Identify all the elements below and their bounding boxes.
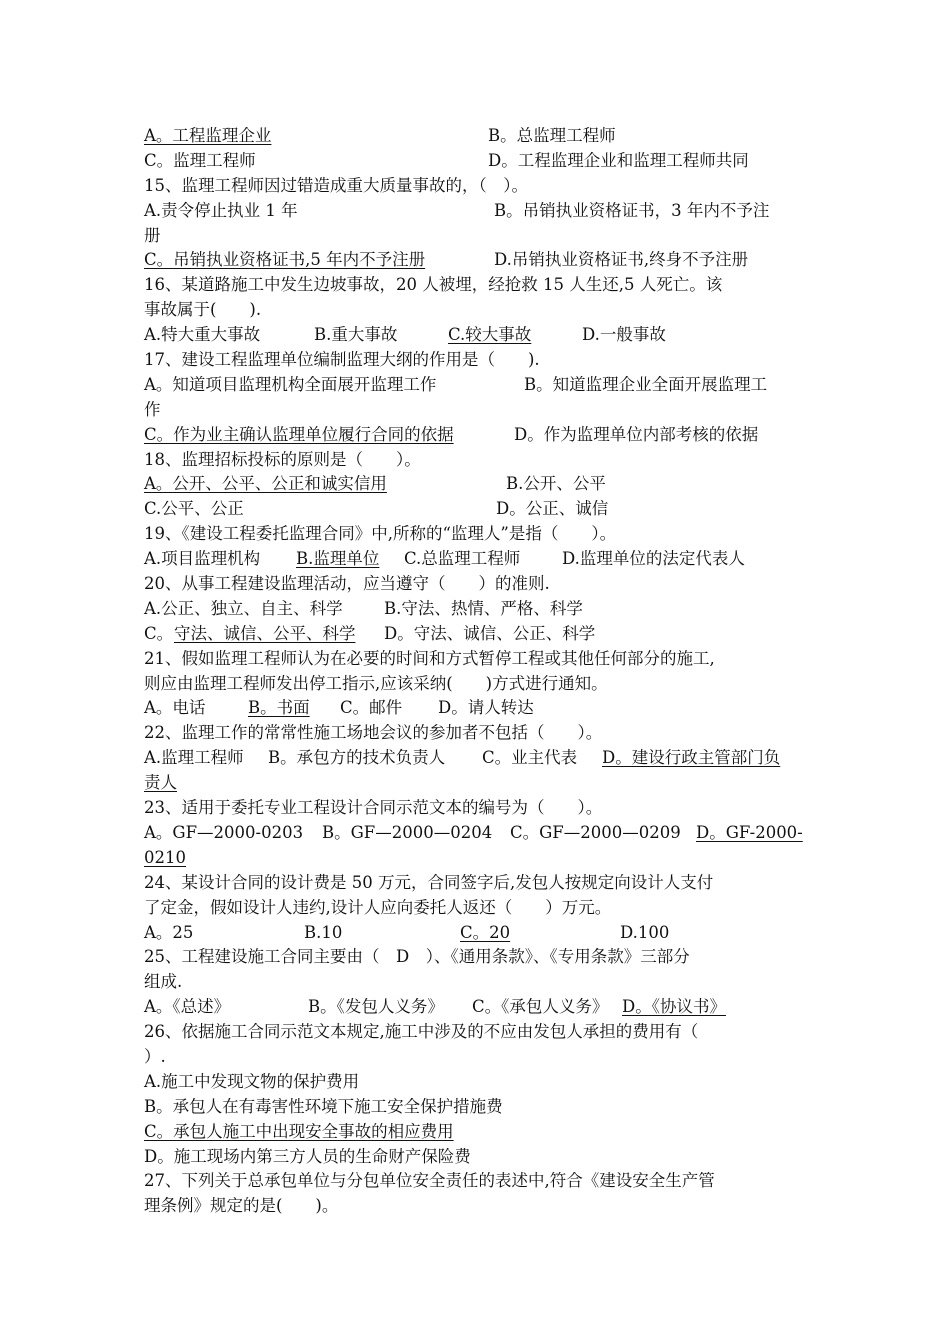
q19-option-d: D.监理单位的法定代表人 bbox=[562, 549, 745, 569]
q22-option-d-cont-line bbox=[144, 771, 814, 796]
q21-option-c: C。邮件 bbox=[340, 698, 403, 718]
q22-option-d: D。建设行政主管部门负 bbox=[602, 748, 781, 768]
q24-option-b: B.10 bbox=[304, 922, 343, 942]
q14-option-a: A。工程监理企业 bbox=[144, 126, 272, 145]
q26-option-d: D。施工现场内第三方人员的生命财产保险费 bbox=[144, 1146, 471, 1166]
q16-option-a: A.特大重大事故 bbox=[144, 325, 261, 345]
q17-question: 17、建设工程监理单位编制监理大纲的作用是（ ). bbox=[144, 350, 540, 370]
q19-option-b: B.监理单位 bbox=[296, 549, 380, 569]
q25-option-a: A。《总述》 bbox=[144, 997, 231, 1017]
q20-option-b: B.守法、热情、严格、科学 bbox=[384, 598, 583, 618]
q27-question: 27、下列关于总承包单位与分包单位安全责任的表述中,符合《建设安全生产管 bbox=[144, 1171, 715, 1191]
q21-options bbox=[144, 696, 814, 721]
q23-option-d-cont: 0210 bbox=[144, 847, 186, 867]
q14-option-c: C。监理工程师 bbox=[144, 150, 256, 170]
q20-option-a: A.公正、独立、自主、科学 bbox=[144, 598, 343, 618]
q26-option-c-line bbox=[144, 1120, 814, 1145]
q20-question: 20、从事工程建设监理活动，应当遵守（ ）的准则. bbox=[144, 574, 550, 594]
q17-option-a: A。知道项目监理机构全面展开监理工作 bbox=[144, 374, 437, 394]
q23-option-d-cont-line bbox=[144, 846, 814, 871]
q16-option-c: C.较大事故 bbox=[448, 325, 532, 345]
q26-question: 26、依据施工合同示范文本规定,施工中涉及的不应由发包人承担的费用有（ bbox=[144, 1022, 699, 1042]
q25-question: 25、工程建设施工合同主要由（ D ）、《通用条款》、《专用条款》三部分 bbox=[144, 947, 690, 967]
q15-option-c: C。吊销执业资格证书,5 年内不予注册 bbox=[144, 250, 426, 270]
q19-question: 19、《建设工程委托监理合同》中,所称的“监理人”是指（ ）。 bbox=[144, 524, 617, 544]
q25-options bbox=[144, 995, 814, 1020]
q18-option-b: B.公开、公平 bbox=[506, 474, 606, 494]
q27-question-cont: 理条例》规定的是( )。 bbox=[144, 1196, 339, 1216]
q16-question: 16、某道路施工中发生边坡事故，20 人被埋，经抢救 15 人生还,5 人死亡。该 bbox=[144, 275, 723, 295]
q26-question-cont: ）. bbox=[144, 1046, 166, 1066]
q16-question-cont: 事故属于( ). bbox=[144, 300, 262, 320]
q26-option-a: A.施工中发现文物的保护费用 bbox=[144, 1071, 360, 1091]
q15-option-b-cont: 册 bbox=[144, 225, 161, 245]
q24-option-a: A。25 bbox=[144, 922, 194, 942]
q24-options bbox=[144, 921, 814, 946]
q18-option-c: C.公平、公正 bbox=[144, 499, 244, 519]
q21-option-d: D。请人转达 bbox=[438, 698, 534, 718]
q25-question-cont: 组成. bbox=[144, 972, 183, 992]
q22-option-b: B。承包方的技术负责人 bbox=[268, 748, 446, 768]
q14-options-cd bbox=[144, 149, 814, 174]
q22-question: 22、监理工作的常常性施工场地会议的参加者不包括（ ）。 bbox=[144, 723, 603, 743]
q16-option-b: B.重大事故 bbox=[314, 325, 398, 345]
q21-option-a: A。电话 bbox=[144, 698, 206, 718]
q15-option-a: A.责令停止执业 1 年 bbox=[144, 200, 298, 220]
q18-question: 18、监理招标投标的原则是（ ）。 bbox=[144, 449, 421, 469]
q17-option-d: D。作为监理单位内部考核的依据 bbox=[514, 424, 759, 444]
q15-options-cd bbox=[144, 248, 814, 273]
q20-option-c-label: C。 bbox=[144, 623, 174, 643]
q22-option-c: C。业主代表 bbox=[482, 748, 578, 768]
q18-options-ab bbox=[144, 472, 814, 497]
q20-options-ab bbox=[144, 597, 814, 622]
q17-options-ab bbox=[144, 373, 814, 398]
q19-options bbox=[144, 547, 814, 572]
q15-option-b: B。吊销执业资格证书，3 年内不予注 bbox=[494, 200, 770, 220]
q22-option-a: A.监理工程师 bbox=[144, 748, 244, 768]
q16-option-d: D.一般事故 bbox=[582, 325, 666, 345]
q23-option-c: C。GF—2000—0209 bbox=[510, 822, 681, 842]
q24-option-d: D.100 bbox=[620, 922, 670, 942]
q15-options-ab bbox=[144, 199, 814, 224]
q22-options bbox=[144, 746, 814, 771]
q17-option-b: B。知道监理企业全面开展监理工 bbox=[524, 374, 768, 394]
q25-option-c: C。《承包人义务》 bbox=[472, 997, 609, 1017]
q17-option-b-cont: 作 bbox=[144, 399, 161, 419]
q20-options-cd bbox=[144, 622, 814, 647]
q26-option-c: C。承包人施工中出现安全事故的相应费用 bbox=[144, 1121, 454, 1141]
q20-option-c: 守法、诚信、公平、科学 bbox=[174, 623, 356, 643]
q17-options-cd bbox=[144, 423, 814, 448]
q14-option-b: B。总监理工程师 bbox=[488, 126, 616, 145]
q15-option-d: D.吊销执业资格证书,终身不予注册 bbox=[494, 250, 749, 270]
q25-option-b: B。《发包人义务》 bbox=[308, 997, 444, 1017]
q19-option-c: C.总监理工程师 bbox=[404, 549, 521, 569]
q23-option-b: B。GF—2000—0204 bbox=[322, 822, 493, 842]
q24-question: 24、某设计合同的设计费是 50 万元，合同签字后,发包人按规定向设计人支付 bbox=[144, 872, 714, 892]
q18-option-a: A。公开、公平、公正和诚实信用 bbox=[144, 474, 387, 494]
q23-option-d: D。GF-2000- bbox=[696, 822, 803, 842]
q25-option-d: D。《协议书》 bbox=[622, 997, 726, 1017]
q18-options-cd bbox=[144, 497, 814, 522]
q15-question: 15、监理工程师因过错造成重大质量事故的，（ ）。 bbox=[144, 175, 528, 195]
q20-option-d: D。守法、诚信、公正、科学 bbox=[384, 623, 596, 643]
q17-option-c: C。作为业主确认监理单位履行合同的依据 bbox=[144, 424, 454, 444]
q19-option-a: A.项目监理机构 bbox=[144, 549, 261, 569]
document-page bbox=[144, 124, 814, 1219]
q21-question: 21、假如监理工程师认为在必要的时间和方式暂停工程或其他任何部分的施工, bbox=[144, 648, 715, 668]
q18-option-d: D。公正、诚信 bbox=[496, 499, 609, 519]
q26-option-b: B。承包人在有毒害性环境下施工安全保护措施费 bbox=[144, 1096, 503, 1116]
q23-question: 23、适用于委托专业工程设计合同示范文本的编号为（ ）。 bbox=[144, 798, 603, 818]
q22-option-d-cont: 责人 bbox=[144, 773, 177, 793]
q23-options bbox=[144, 821, 814, 846]
q23-option-a: A。GF—2000-0203 bbox=[144, 822, 304, 842]
q21-option-b: B。书面 bbox=[248, 698, 310, 718]
q14-options-ab bbox=[144, 124, 814, 149]
q14-option-d: D。工程监理企业和监理工程师共同 bbox=[488, 150, 749, 170]
q24-option-c: C。20 bbox=[460, 922, 511, 942]
q21-question-cont: 则应由监理工程师发出停工指示,应该采纳( )方式进行通知。 bbox=[144, 673, 608, 693]
q16-options bbox=[144, 323, 814, 348]
q24-question-cont: 了定金，假如设计人违约,设计人应向委托人返还（ ）万元。 bbox=[144, 897, 612, 917]
